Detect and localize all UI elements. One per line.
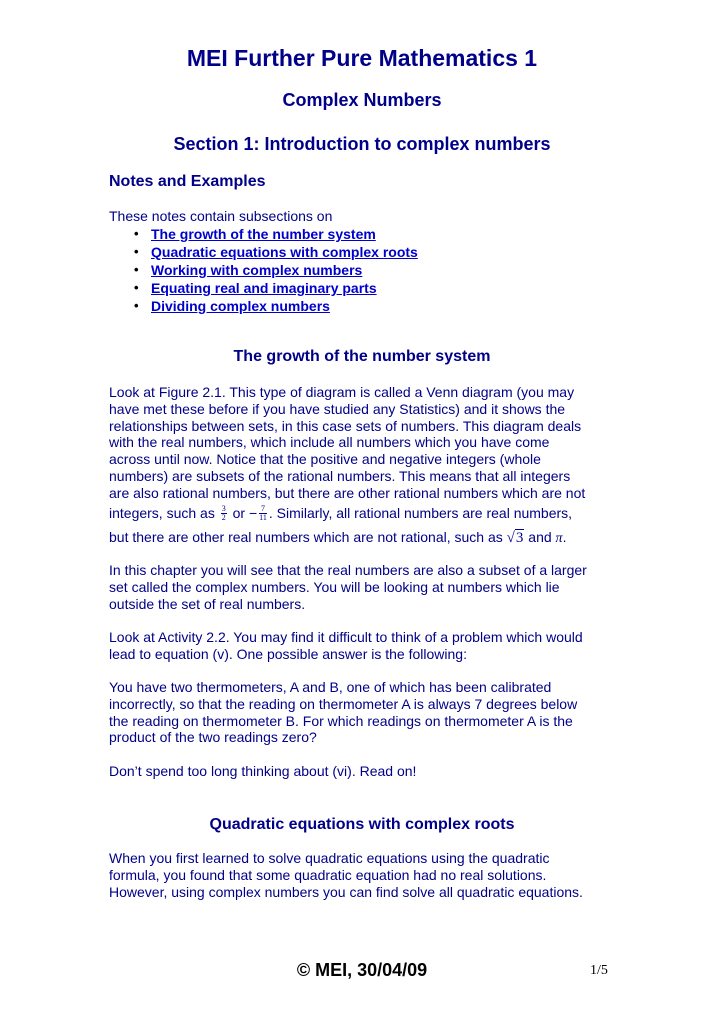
fraction-seven-elevenths: $\frac{7}{11}$ [259,504,267,523]
growth-paragraph-4 [109,679,614,746]
text-line: formula, you found that some quadratic equation had no real solutions. [109,866,547,883]
text-line-fractions: integers, such as $\frac{3}{2}$ or − $\frac{7}{11}$ . Similarly, all rational numbers are real numbers, [109,504,573,523]
list-item [109,261,418,279]
link-working-complex-numbers[interactable]: Working with complex numbers [151,262,363,278]
text-line: relationships between sets, in this case sets of numbers. This diagram deals [109,417,582,434]
text-line: across until now. Notice that the positive and negative integers (whole [109,451,541,468]
text-line: with the real numbers, which include all numbers which you have come [109,434,550,451]
text-line: the reading on thermometer B. For which readings on thermometer A is the [109,712,573,729]
text-line: are also rational numbers, but there are other rational numbers which are not [109,484,586,501]
growth-paragraph-1 [109,384,614,548]
text-line: incorrectly, so that the reading on thermometer A is always 7 degrees below [109,695,578,712]
text-line: In this chapter you will see that the real numbers are also a subset of a larger [109,562,587,578]
link-dividing-complex-numbers[interactable]: Dividing complex numbers [151,298,330,314]
fraction-three-halves: $\frac{3}{2}$ [221,504,226,523]
text-line: However, using complex numbers you can find solve all quadratic equations. [109,883,583,900]
square-root-three: √3 [506,530,524,547]
text-line-irrationals: but there are other real numbers which are not rational, such as √3 and π. [109,529,567,547]
page-number: 1/5 [590,963,608,978]
text-line: product of the two readings zero? [109,729,317,746]
text-line: lead to equation (v). One possible answer is the following: [109,645,467,662]
notes-heading: Notes and Examples [109,173,266,190]
footer-copyright: © MEI, 30/04/09 [296,960,428,980]
text-line: have met these before if you have studied any Statistics) and it shows the [109,400,566,417]
text-line: set called the complex numbers. You will be looking at numbers which lie [109,578,560,595]
document-title: MEI Further Pure Mathematics 1 [186,45,538,71]
document-subtitle: Complex Numbers [282,90,442,110]
list-item [109,243,418,261]
list-item [109,279,418,297]
section-title: Section 1: Introduction to complex numbers [173,134,551,154]
growth-heading: The growth of the number system [233,348,491,365]
list-item [109,297,418,315]
subsection-link-list [109,225,418,315]
text-line: Look at Figure 2.1. This type of diagram is called a Venn diagram (you may [109,384,575,400]
link-quadratic-complex-roots[interactable]: Quadratic equations with complex roots [151,244,418,260]
text-line: You have two thermometers, A and B, one of which has been calibrated [109,679,552,695]
intro-text: These notes contain subsections on [109,208,333,224]
quadratic-heading: Quadratic equations with complex roots [209,816,515,833]
pi-symbol: π [555,531,563,547]
growth-paragraph-2 [109,562,614,612]
link-equating-parts[interactable]: Equating real and imaginary parts [151,280,377,296]
link-growth-number-system[interactable]: The growth of the number system [151,226,376,242]
text-line: When you first learned to solve quadratic equations using the quadratic [109,850,550,866]
text-line: Look at Activity 2.2. You may find it difficult to think of a problem which would [109,629,583,645]
growth-paragraph-5: Don’t spend too long thinking about (vi). Read on! [109,763,417,779]
list-item [109,225,418,243]
growth-paragraph-3 [109,629,614,663]
quadratic-paragraph [109,850,614,900]
text-line: numbers) are subsets of the rational numbers. This means that all integers [109,467,571,484]
text-line: outside the set of real numbers. [109,595,306,612]
